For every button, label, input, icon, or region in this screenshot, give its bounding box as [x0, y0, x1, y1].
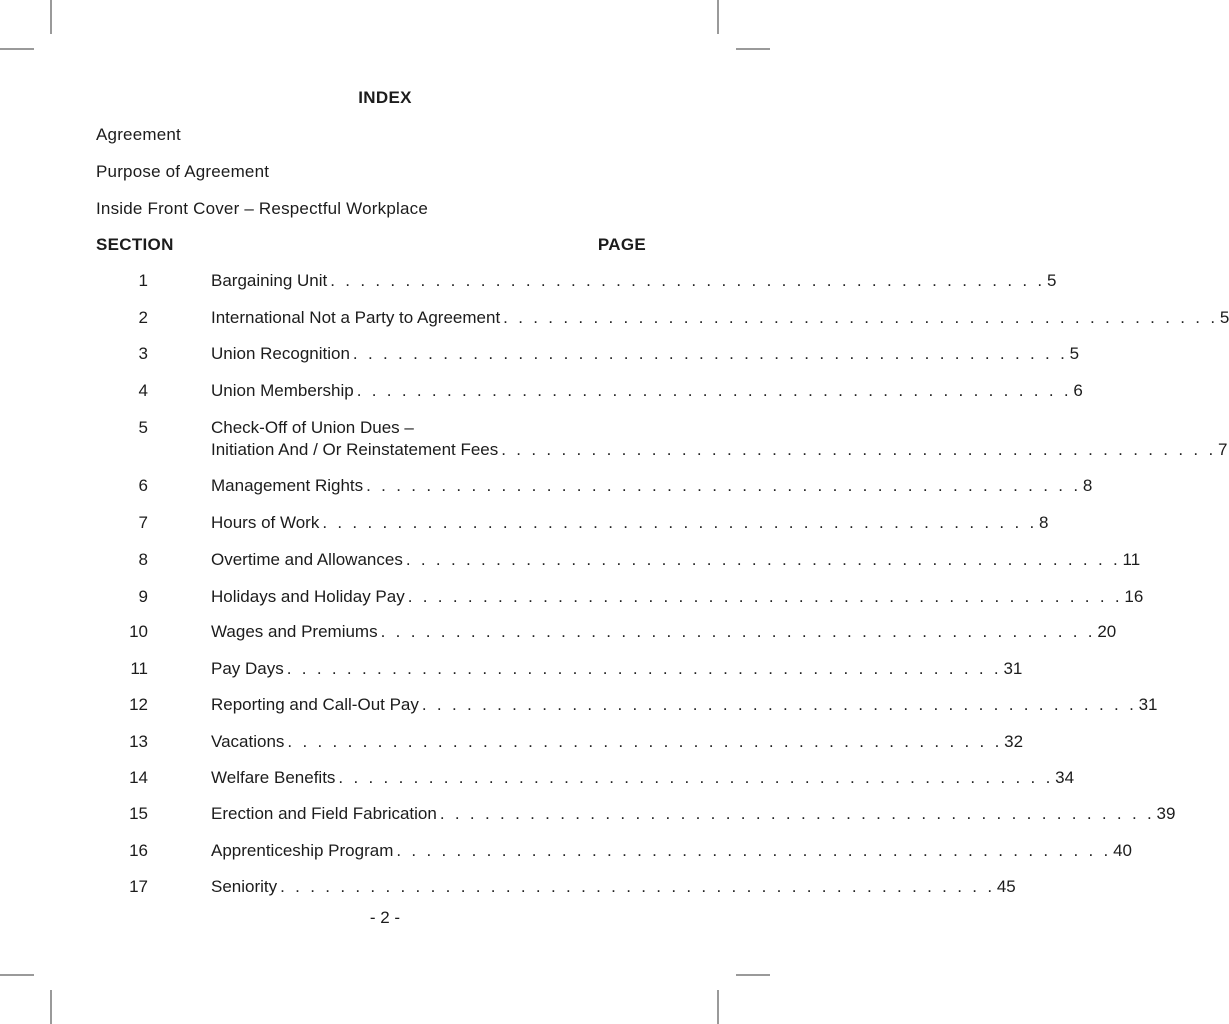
entry-line	[211, 307, 1229, 329]
dot-leader: . . . . . . . . . . . . . . . . . . . . . . . . . . . . . . . . . . . . . . . . . . . . . . . .	[421, 695, 1137, 714]
section-number: 14	[129, 768, 148, 787]
entry-body	[211, 694, 1158, 716]
section-number: 7	[138, 513, 148, 532]
section-title: Overtime and Allowances	[211, 550, 403, 569]
section-number: 16	[129, 841, 148, 860]
preamble-respectful-workplace: Inside Front Cover – Respectful Workplace	[96, 199, 428, 218]
entry-line	[211, 876, 1016, 898]
entry-line	[211, 380, 1083, 402]
page-ref: 40	[1113, 841, 1132, 860]
entry-body	[211, 343, 1080, 365]
entry-body	[211, 876, 1016, 898]
page-column-header: PAGE	[597, 235, 646, 254]
page-ref: 5	[1046, 271, 1057, 290]
entry-body	[211, 307, 1229, 329]
entry-line	[211, 270, 1057, 292]
section-number: 4	[138, 381, 148, 400]
section-title: Union Recognition	[211, 344, 350, 363]
dot-leader: . . . . . . . . . . . . . . . . . . . . . . . . . . . . . . . . . . . . . . . . . . . . . . . .	[407, 587, 1123, 606]
section-title: International Not a Party to Agreement	[211, 308, 501, 327]
entry-line	[211, 439, 1228, 461]
section-title: Holidays and Holiday Pay	[211, 587, 405, 606]
section-number: 1	[138, 271, 148, 290]
crop-mark-top-right-vertical	[717, 0, 719, 34]
dot-leader: . . . . . . . . . . . . . . . . . . . . . . . . . . . . . . . . . . . . . . . . . . . . . . . .	[286, 659, 1002, 678]
entry-line	[211, 767, 1075, 789]
crop-mark-top-right-horizontal	[736, 48, 770, 50]
dot-leader: . . . . . . . . . . . . . . . . . . . . . . . . . . . . . . . . . . . . . . . . . . . . . . . .	[356, 381, 1072, 400]
section-number: 10	[129, 622, 148, 641]
section-title: Reporting and Call-Out Pay	[211, 695, 419, 714]
dot-leader: . . . . . . . . . . . . . . . . . . . . . . . . . . . . . . . . . . . . . . . . . . . . . . . .	[501, 440, 1216, 459]
section-number: 17	[129, 877, 148, 896]
section-title: Union Membership	[211, 381, 354, 400]
section-number: 5	[138, 418, 148, 437]
crop-mark-top-left-horizontal	[0, 48, 34, 50]
entry-line	[211, 840, 1132, 862]
section-title: Hours of Work	[211, 513, 320, 532]
dot-leader: . . . . . . . . . . . . . . . . . . . . . . . . . . . . . . . . . . . . . . . . . . . . . . . .	[322, 513, 1038, 532]
section-number: 8	[138, 550, 148, 569]
section-title: Wages and Premiums	[211, 622, 378, 641]
entry-body	[211, 549, 1141, 571]
page-ref: 5	[1069, 344, 1080, 363]
dot-leader: . . . . . . . . . . . . . . . . . . . . . . . . . . . . . . . . . . . . . . . . . . . . . . . .	[380, 622, 1096, 641]
entry-body	[211, 270, 1057, 292]
entry-body	[211, 731, 1024, 753]
crop-mark-bottom-left-vertical	[50, 990, 52, 1024]
entry-line	[211, 512, 1049, 534]
dot-leader: . . . . . . . . . . . . . . . . . . . . . . . . . . . . . . . . . . . . . . . . . . . . . . . .	[287, 732, 1003, 751]
preamble-agreement: Agreement	[96, 125, 181, 144]
crop-mark-top-left-vertical	[50, 0, 52, 34]
dot-leader: . . . . . . . . . . . . . . . . . . . . . . . . . . . . . . . . . . . . . . . . . . . . . . . .	[503, 308, 1218, 327]
page-ref: 6	[1073, 381, 1083, 400]
page-ref: 34	[1055, 768, 1075, 787]
entry-line	[211, 803, 1176, 825]
section-number: 11	[130, 659, 148, 678]
entry-line	[211, 694, 1158, 716]
entry-line	[211, 658, 1023, 680]
section-number: 12	[129, 695, 148, 714]
page-ref: 39	[1156, 804, 1176, 823]
crop-mark-bottom-right-vertical	[717, 990, 719, 1024]
section-number: 13	[129, 732, 148, 751]
entry-line	[211, 586, 1144, 608]
section-title: Welfare Benefits	[211, 768, 336, 787]
section-title: Erection and Field Fabrication	[211, 804, 437, 823]
index-title: INDEX	[358, 88, 412, 107]
page-ref: 8	[1039, 513, 1049, 532]
dot-leader: . . . . . . . . . . . . . . . . . . . . . . . . . . . . . . . . . . . . . . . . . . . . . . . .	[439, 804, 1155, 823]
section-number: 3	[138, 344, 148, 363]
entry-body	[211, 767, 1075, 789]
dot-leader: . . . . . . . . . . . . . . . . . . . . . . . . . . . . . . . . . . . . . . . . . . . . . . . .	[352, 344, 1068, 363]
section-number: 6	[138, 476, 148, 495]
entry-body	[211, 658, 1023, 680]
section-title: Management Rights	[211, 476, 364, 495]
section-title: Apprenticeship Program	[211, 841, 394, 860]
page-ref: 5	[1219, 308, 1229, 327]
entry-line	[211, 549, 1141, 571]
section-number: 9	[138, 587, 148, 606]
section-title: Vacations	[211, 732, 285, 751]
dot-leader: . . . . . . . . . . . . . . . . . . . . . . . . . . . . . . . . . . . . . . . . . . . . . . . .	[396, 841, 1112, 860]
page-ref: 8	[1082, 476, 1093, 495]
section-column-header: SECTION	[96, 235, 174, 254]
section-title: Pay Days	[211, 659, 284, 678]
page-ref: 16	[1124, 587, 1144, 606]
page-ref: 11	[1122, 550, 1141, 569]
entry-body	[211, 621, 1117, 643]
preamble-purpose: Purpose of Agreement	[96, 162, 270, 181]
dot-leader: . . . . . . . . . . . . . . . . . . . . . . . . . . . . . . . . . . . . . . . . . . . . . . . .	[366, 476, 1081, 495]
page-ref: 20	[1097, 622, 1117, 641]
crop-mark-bottom-left-horizontal	[0, 974, 34, 976]
page-ref: 32	[1004, 732, 1024, 751]
dot-leader: . . . . . . . . . . . . . . . . . . . . . . . . . . . . . . . . . . . . . . . . . . . . . . . .	[338, 768, 1054, 787]
crop-mark-bottom-right-horizontal	[736, 974, 770, 976]
page-ref: 7	[1217, 440, 1228, 459]
entry-body	[211, 803, 1176, 825]
entry-line	[211, 343, 1080, 365]
section-number: 2	[138, 308, 148, 327]
entry-body	[211, 512, 1049, 534]
dot-leader: . . . . . . . . . . . . . . . . . . . . . . . . . . . . . . . . . . . . . . . . . . . . . . . .	[405, 550, 1121, 569]
dot-leader: . . . . . . . . . . . . . . . . . . . . . . . . . . . . . . . . . . . . . . . . . . . . . . . .	[280, 877, 995, 896]
page-ref: 45	[996, 877, 1016, 896]
section-title: Seniority	[211, 877, 278, 896]
entry-line	[211, 621, 1117, 643]
dot-leader: . . . . . . . . . . . . . . . . . . . . . . . . . . . . . . . . . . . . . . . . . . . . . . . .	[330, 271, 1045, 290]
entry-body	[211, 380, 1083, 402]
entry-body	[211, 475, 1093, 497]
section-title: Bargaining Unit	[211, 271, 328, 290]
page-ref: 31	[1138, 695, 1158, 714]
page-ref: 31	[1003, 659, 1023, 678]
section-title: Initiation And / Or Reinstatement Fees	[211, 440, 499, 459]
entry-line	[211, 731, 1024, 753]
section-number: 15	[129, 804, 148, 823]
entry-body	[211, 586, 1144, 608]
entry-line	[211, 475, 1093, 497]
entry-body	[211, 417, 1228, 461]
page-number: - 2 -	[369, 908, 401, 927]
entry-body	[211, 840, 1132, 862]
section-title-line1: Check-Off of Union Dues –	[211, 418, 414, 437]
